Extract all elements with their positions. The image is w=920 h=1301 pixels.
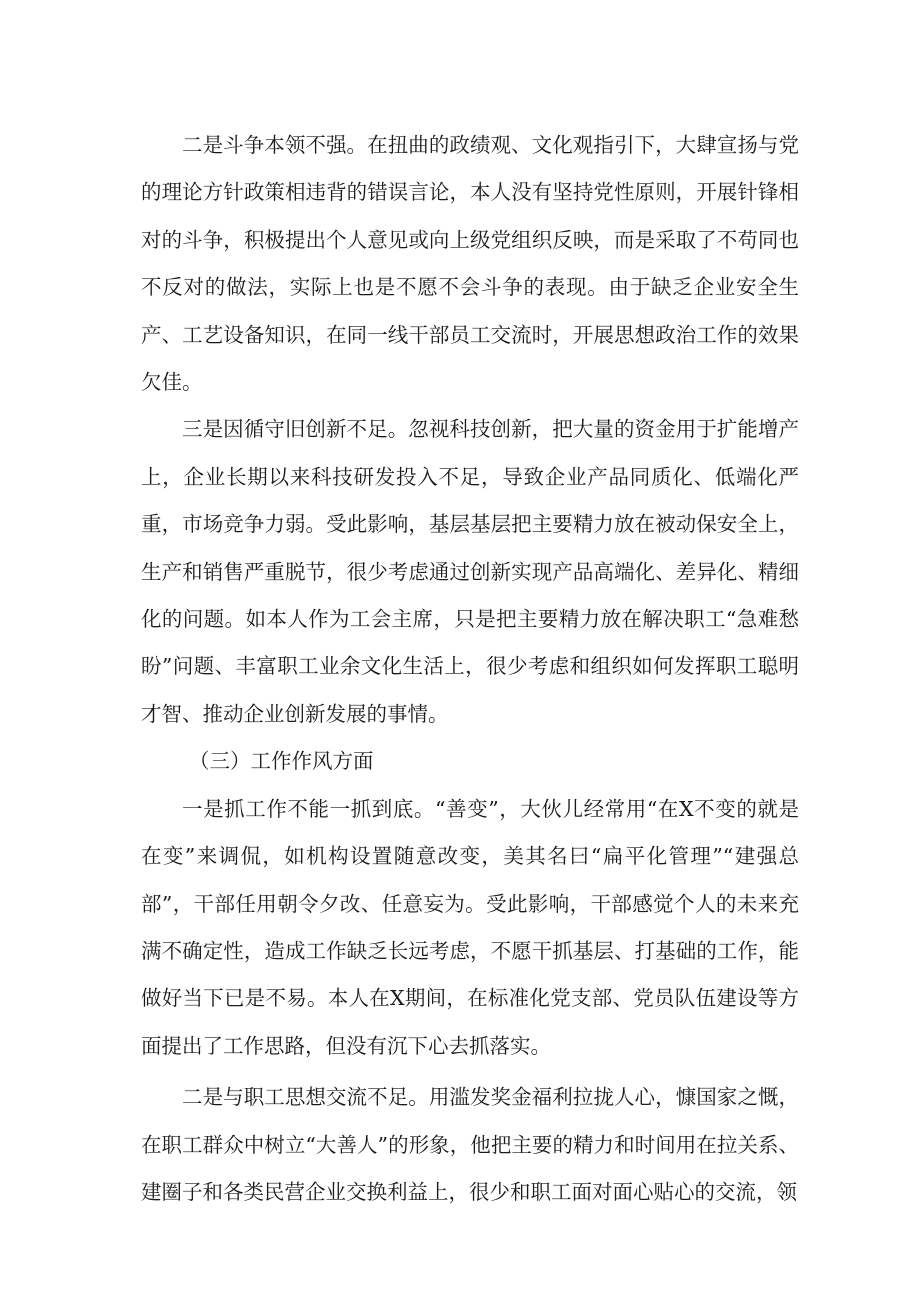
paragraph-staff-communication: 二是与职工思想交流不足。用滥发奖金福利拉拢人心，慷国家之慨，在职工群众中树立“大善人”的形象，他把主要的精力和时间用在拉关系、建圈子和各类民营企业交换利益上，很少和职工面对面心贴心的交流，领: [141, 1085, 799, 1204]
paragraph-struggle-ability: 二是斗争本领不强。在扭曲的政绩观、文化观指引下，大肆宣扬与党的理论方针政策相违背的错误言论，本人没有坚持党性原则，开展针锋相对的斗争，积极提出个人意见或向上级党组织反映，而是采取了不苟同也不反对的做法，实际上也是不愿不会斗争的表现。由于缺乏企业安全生产、工艺设备知识，在同一线干部员工交流时，开展思想政治工作的效果欠佳。: [141, 133, 799, 395]
document-body: [141, 122, 799, 1216]
section-heading-work-style: （三）工作作风方面: [189, 749, 374, 774]
paragraph-innovation: 三是因循守旧创新不足。忽视科技创新，把大量的资金用于扩能增产上，企业长期以来科技研发投入不足，导致企业产品同质化、低端化严重，市场竞争力弱。受此影响，基层基层把主要精力放在被动保安全上，生产和销售严重脱节，很少考虑通过创新实现产品高端化、差异化、精细化的问题。如本人作为工会主席，只是把主要精力放在解决职工“急难愁盼”问题、丰富职工业余文化生活上，很少考虑和组织如何发挥职工聪明才智、推动企业创新发展的事情。: [141, 417, 799, 726]
paragraph-work-followthrough: 一是抓工作不能一抓到底。“善变”，大伙儿经常用“在X不变的就是在变”来调侃，如机构设置随意改变，美其名曰“扁平化管理”“建强总部”，干部任用朝令夕改、任意妄为。受此影响，干部感觉个人的未来充满不确定性，造成工作缺乏长远考虑，不愿干抓基层、打基础的工作，能做好当下已是不易。本人在X期间，在标准化党支部、党员队伍建设等方面提出了工作思路，但没有沉下心去抓落实。: [141, 796, 799, 1058]
